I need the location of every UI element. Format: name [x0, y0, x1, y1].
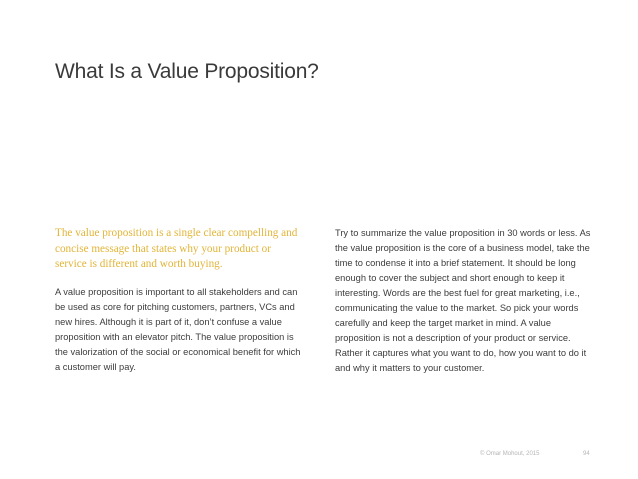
slide-title: What Is a Value Proposition? — [55, 60, 319, 83]
right-body-paragraph: Try to summarize the value proposition in 30 words or less. As the value proposition is the core of a business model, take the time to condense it into a brief statement. It should be long enough to cover the subject and short enough to keep it interesting. Words are the best fuel for great marketing, i.e., communicating the value to the market. So pick your words carefully and keep the target market in mind. A value proposition is not a description of your product or service. Rather it captures what you want to do, how you want to do it and why it matters to your customer. — [335, 228, 591, 373]
left-column — [55, 226, 305, 375]
left-body-paragraph: A value proposition is important to all stakeholders and can be used as core for pitching customers, partners, VCs and new hires. Although it is part of it, don’t confuse a value proposition with an elevator pitch. The value proposition is the valorization of the social or economical benefit for which a customer will pay. — [55, 286, 301, 372]
copyright-footer: © Omar Mohout, 2015 — [480, 451, 540, 457]
right-column — [335, 226, 595, 376]
page-number: 94 — [583, 451, 590, 457]
lead-statement: The value proposition is a single clear compelling and concise message that states why your product or service is different and worth buying. — [55, 227, 298, 270]
